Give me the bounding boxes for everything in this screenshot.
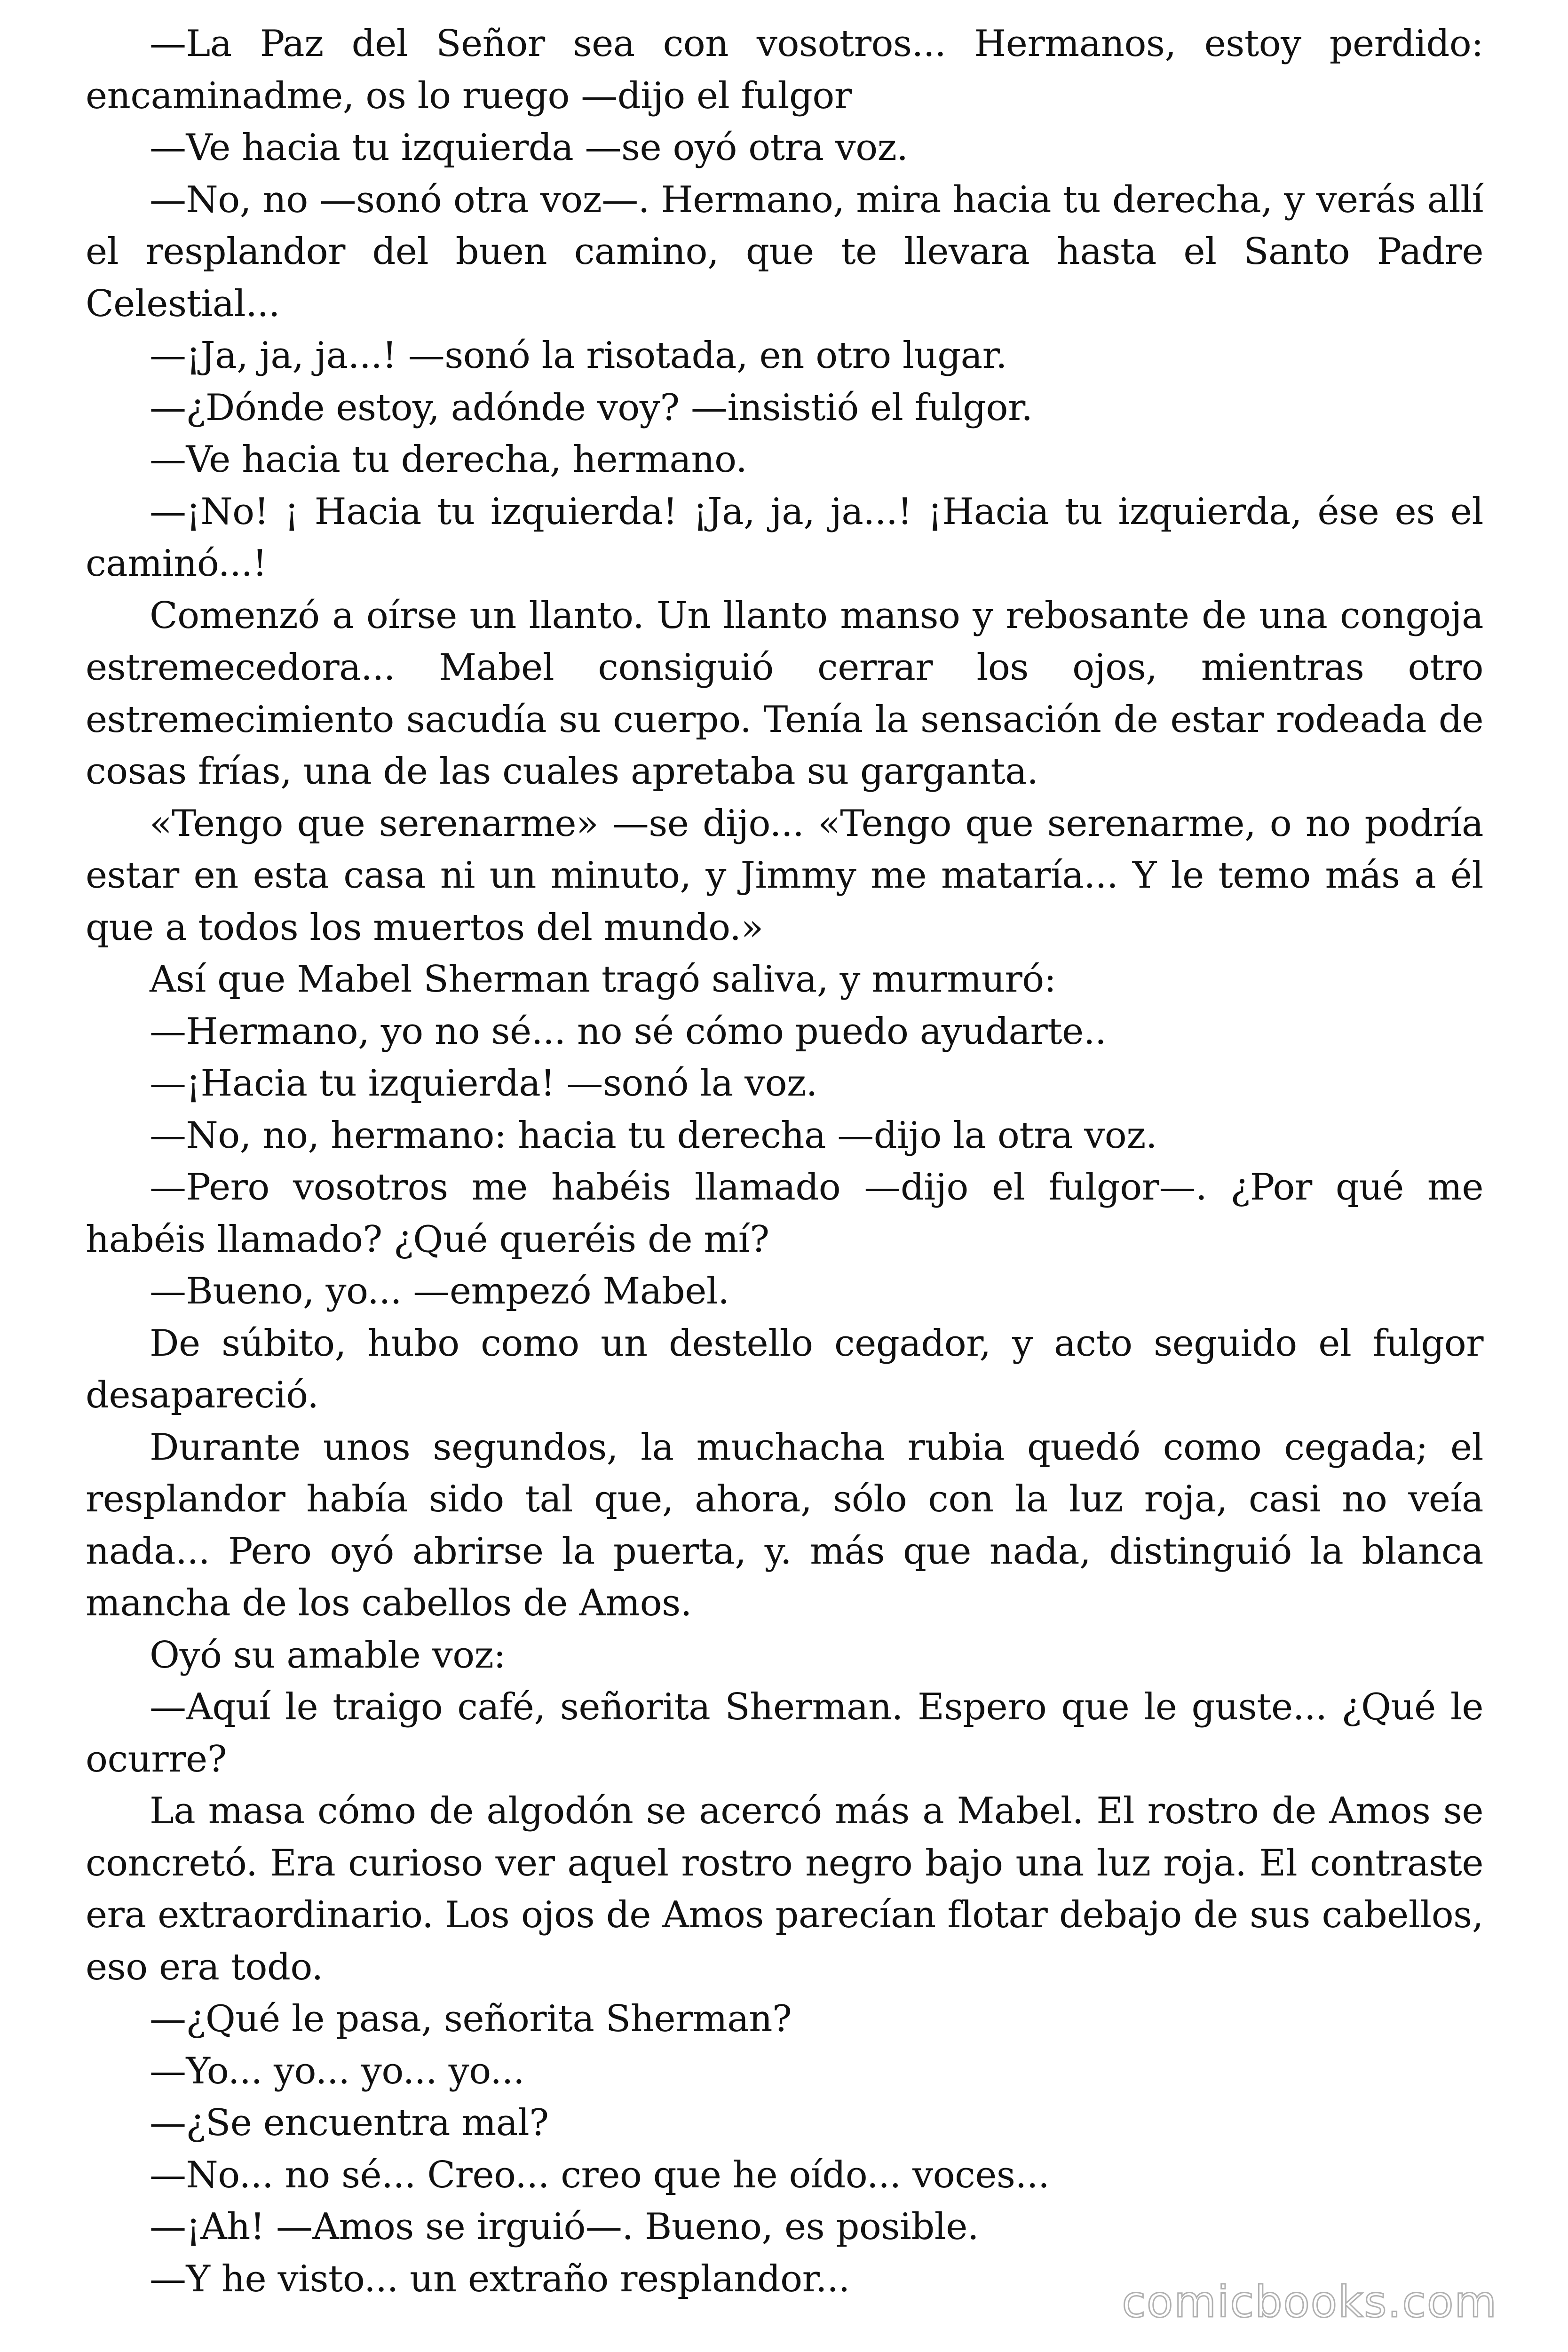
paragraph: —Pero vosotros me habéis llamado —dijo el fulgor—. ¿Por qué me habéis llamado? ¿Qué queréis de mí? — [86, 1166, 1483, 1261]
paragraph: —No... no sé... Creo... creo que he oído... voces... — [150, 2153, 1050, 2196]
paragraph: La masa cómo de algodón se acercó más a Mabel. El rostro de Amos se concretó. Era curioso ver aquel rostro negro bajo una luz roja. El contraste era extraordinario. Los ojos de Amos parecían flotar debajo de sus cabellos, eso era todo. — [86, 1790, 1483, 1988]
paragraph: —No, no, hermano: hacia tu derecha —dijo la otra voz. — [150, 1114, 1157, 1157]
paragraph: Oyó su amable voz: — [150, 1634, 506, 1677]
paragraph: «Tengo que serenarme» —se dijo... «Tengo que serenarme, o no podría estar en esta casa ni un minuto, y Jimmy me mataría... Y le temo más a él que a todos los muertos del mundo.» — [86, 802, 1483, 949]
paragraph: Así que Mabel Sherman tragó saliva, y murmuró: — [150, 958, 1056, 1001]
paragraph: —Ve hacia tu izquierda —se oyó otra voz. — [150, 127, 908, 169]
paragraph: —Bueno, yo... —empezó Mabel. — [150, 1270, 729, 1312]
book-page-text — [86, 18, 1483, 2305]
paragraph: —¡Ja, ja, ja...! —sonó la risotada, en otro lugar. — [150, 334, 1007, 377]
paragraph: —¿Qué le pasa, señorita Sherman? — [150, 1998, 792, 2040]
paragraph: —¿Dónde estoy, adónde voy? —insistió el fulgor. — [150, 386, 1033, 429]
paragraph: De súbito, hubo como un destello cegador, y acto seguido el fulgor desapareció. — [86, 1322, 1483, 1416]
paragraph: —Aquí le traigo café, señorita Sherman. Espero que le guste... ¿Qué le ocurre? — [86, 1686, 1483, 1780]
paragraph: —¡Hacia tu izquierda! —sonó la voz. — [150, 1062, 817, 1104]
paragraph: Comenzó a oírse un llanto. Un llanto manso y rebosante de una congoja estremecedora... Mabel consiguió cerrar los ojos, mientras otro estremecimiento sacudía su cuerpo. Tenía la sensación de estar rodeada de cosas frías, una de las cuales apretaba su garganta. — [86, 594, 1483, 793]
paragraph: —Hermano, yo no sé... no sé cómo puedo ayudarte.. — [150, 1010, 1107, 1053]
paragraph: Durante unos segundos, la muchacha rubia quedó como cegada; el resplandor había sido tal que, ahora, sólo con la luz roja, casi no veía nada... Pero oyó abrirse la puerta, y. más que nada, distinguió la blanca mancha de los cabellos de Amos. — [86, 1426, 1483, 1624]
paragraph: —Yo... yo... yo... yo... — [150, 2050, 525, 2092]
paragraph: —Y he visto... un extraño resplandor... — [150, 2257, 850, 2300]
watermark-text: comicbooks.com — [1122, 2277, 1497, 2327]
paragraph: —La Paz del Señor sea con vosotros... Hermanos, estoy perdido: encaminadme, os lo ruego —dijo el fulgor — [86, 23, 1483, 117]
paragraph: —Ve hacia tu derecha, hermano. — [150, 438, 747, 481]
paragraph: —¡No! ¡ Hacia tu izquierda! ¡Ja, ja, ja...! ¡Hacia tu izquierda, ése es el caminó...! — [86, 490, 1483, 585]
paragraph: —¡Ah! —Amos se irguió—. Bueno, es posible. — [150, 2206, 979, 2248]
paragraph: —No, no —sonó otra voz—. Hermano, mira hacia tu derecha, y verás allí el resplandor del buen camino, que te llevara hasta el Santo Padre Celestial... — [86, 178, 1483, 325]
paragraph: —¿Se encuentra mal? — [150, 2102, 549, 2144]
